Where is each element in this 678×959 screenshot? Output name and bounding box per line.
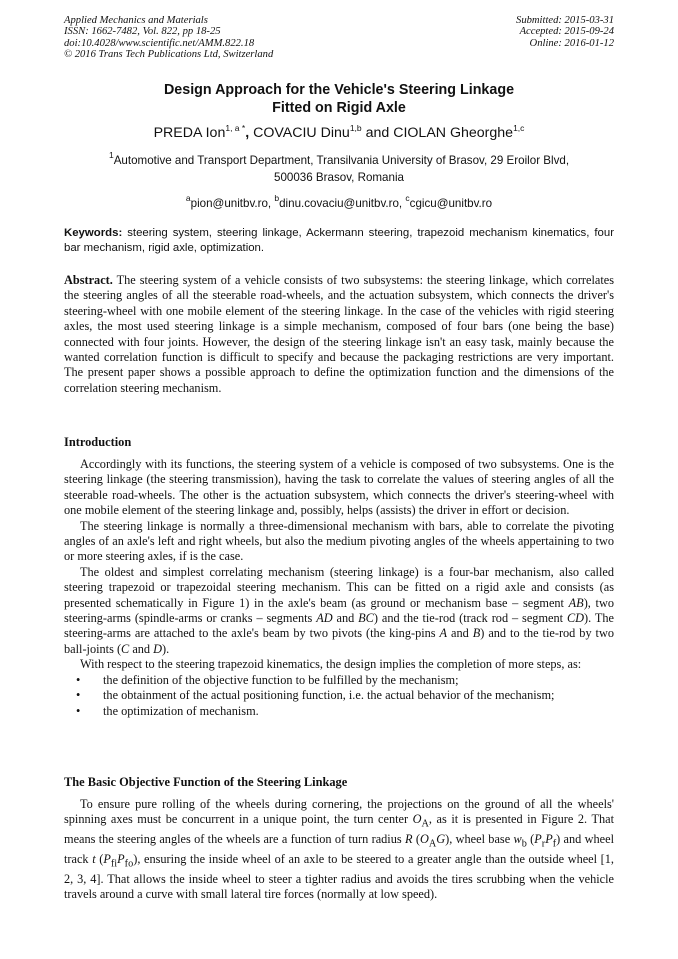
text-run: ), ensuring the inside wheel of an axle to be steered to a greater angle than the outside wheel [1, 2, 3, 4]. That allows the inside wheel to steer a tighter radius and avoids the tires scrubbing when the vehicle travels around a curve with small lateral tire forces (normally at low speed).: [64, 852, 615, 902]
introduction-body: [64, 457, 614, 719]
author-2-affiliation: 1,b: [349, 123, 362, 133]
text-run: and: [332, 611, 359, 626]
section-heading-introduction: Introduction: [64, 435, 132, 449]
email-mark-c: c: [405, 193, 410, 203]
basic-objective-body: [64, 797, 614, 903]
online-date: Online: 2016-01-12: [529, 37, 614, 49]
affiliation-mark: 1: [108, 150, 114, 160]
author-separator: and: [361, 125, 394, 141]
submitted-date: Submitted: 2015-03-31: [516, 15, 614, 26]
segment-label: CD: [566, 611, 585, 626]
keywords-text: steering system, steering linkage, Ackermann steering, trapezoid mechanism kinematics, four bar mechanism, rigid axle, optimization.: [64, 227, 614, 255]
math-subscript: A: [421, 818, 429, 830]
intro-paragraph-1: Accordingly with its functions, the steering system of a vehicle is composed of two subsystems. One is the steering linkage (the steering transmission), having the task to correlate the values of steering angles of all the steerable road-wheels. The other is the actuation subsystem, which connects the driver's steering-wheel with one mobile element of the steering linkage and, possibly, helps (assists) the driver in effort or decision.: [64, 457, 614, 518]
journal-issn: ISSN: 1662-7482, Vol. 822, pp 18-25: [64, 26, 221, 38]
title-line-2: Fitted on Rigid Axle: [272, 99, 406, 116]
math-subscript: b: [521, 838, 527, 850]
paper-title: [0, 82, 678, 117]
intro-paragraph-2: The steering linkage is normally a three-dimensional mechanism with bars, able to correlate the pivoting angles of an axle's left and right wheels, but also the medium pivoting angles of the wheels appertaining to two or more steering axles, if is the case.: [64, 518, 614, 564]
math-subscript: f: [552, 838, 557, 850]
math-symbol: P: [117, 852, 125, 867]
journal-info: [64, 15, 273, 60]
author-separator: ,: [245, 125, 254, 141]
basic-paragraph-1: [64, 797, 614, 903]
math-symbol: P: [545, 832, 553, 847]
text-run: and: [447, 626, 473, 641]
affiliation-line-2: 500036 Brasov, Romania: [274, 171, 404, 184]
math-symbol: w: [513, 832, 522, 847]
keywords-label: Keywords:: [64, 227, 123, 239]
math-symbol: G: [436, 832, 446, 847]
text-run: ).: [162, 641, 170, 656]
text-run: ). The steering-arms are attached to the axle's beam by two pivots (the king-pins: [64, 611, 614, 641]
text-run: (: [95, 852, 104, 867]
email-mark-a: a: [185, 193, 191, 203]
math-subscript: r: [541, 838, 546, 850]
author-list: [0, 123, 678, 141]
title-line-1: Design Approach for the Vehicle's Steering Linkage: [163, 82, 515, 98]
list-item-text: the obtainment of the actual positioning function, i.e. the actual behavior of the mechanism;: [103, 688, 555, 703]
math-symbol: R: [405, 832, 413, 847]
affiliation-line-1: [0, 150, 678, 167]
design-steps-list: [64, 673, 614, 719]
journal-doi: doi:10.4028/www.scientific.net/AMM.822.18: [64, 37, 255, 49]
segment-label: AB: [568, 595, 584, 610]
list-item-text: the definition of the objective function to be fulfilled by the mechanism;: [103, 672, 459, 687]
text-run: The oldest and simplest correlating mechanism (steering linkage) is a four-bar mechanism, also called steering trapezoid or trapezoidal steering mechanism. This can be fitted on a rigid axle and consists (as presented schematically in Figure 1) in the axle's beam (as ground or mechanism base – segment: [64, 564, 614, 610]
author-2: COVACIU Dinu: [253, 125, 350, 141]
intro-paragraph-3: [64, 565, 614, 657]
text-run: To ensure pure rolling of the wheels during cornering, the projections on the ground of all the wheels' spinning axes must be concurrent in a unique point, the turn center: [64, 797, 614, 827]
text-run: ) and to the tie-rod by two ball-joints (: [64, 626, 615, 656]
point-label: D: [153, 641, 163, 656]
text-run: (: [526, 832, 535, 847]
point-label: C: [121, 641, 130, 656]
accepted-date: Accepted: 2015-09-24: [519, 26, 614, 38]
list-item: [64, 704, 614, 719]
section-heading-basic-objective: The Basic Objective Function of the Steering Linkage: [64, 775, 348, 789]
abstract-text: The steering system of a vehicle consists of two subsystems: the steering linkage, which correlates the steering angles of all the steerable road-wheels, and the actuation subsystem, which connects the driver's steering-wheel with one mobile element of the steering linkage. In the case of the vehicles with rigid steering axles, the most used steering linkage is a simple mechanism, composed of four bars (one being the base) connected with four joints. However, the design of the steering linkage isn't an easy task, mainly because the wanted correlation function is difficult to specify and because the packaging restrictions are very important. The present paper shows a possible approach to define the optimization function and the dimensions of the correlation steering mechanism.: [64, 273, 614, 395]
bullet-icon: •: [76, 672, 81, 687]
math-subscript: fi: [110, 858, 118, 870]
submission-dates: [516, 15, 614, 49]
list-item-text: the optimization of mechanism.: [103, 703, 259, 718]
point-label: A: [439, 626, 448, 641]
email-a: pion@unitbv.ro,: [190, 197, 275, 210]
text-run: ), two steering-arms (spindle-arms or cranks – segments: [64, 595, 614, 626]
email-b: dinu.covaciu@unitbv.ro,: [279, 197, 406, 210]
abstract-label: Abstract.: [64, 273, 113, 287]
list-item: [64, 673, 614, 688]
intro-paragraph-4: With respect to the steering trapezoid kinematics, the design implies the completion of more steps, as:: [80, 657, 582, 672]
email-mark-b: b: [274, 193, 280, 203]
math-symbol: t: [92, 852, 96, 867]
bullet-icon: •: [76, 703, 81, 718]
math-symbol: P: [103, 852, 111, 867]
journal-copyright: © 2016 Trans Tech Publications Ltd, Switzerland: [64, 48, 274, 60]
email-c: cgicu@unitbv.ro: [409, 197, 493, 210]
point-label: B: [472, 626, 481, 641]
math-symbol: O: [412, 812, 422, 827]
author-emails: [0, 193, 678, 210]
affiliation-address: Automotive and Transport Department, Transilvania University of Brasov, 29 Eroilor Blvd,: [113, 154, 570, 167]
math-subscript: A: [428, 838, 437, 850]
abstract: [64, 273, 614, 396]
author-3-affiliation: 1,c: [513, 123, 525, 133]
text-run: , as it is presented in Figure 2. That means the steering angles of the wheels are a function of turn radius: [64, 812, 614, 847]
math-subscript: fo: [124, 858, 134, 870]
math-symbol: O: [419, 832, 429, 847]
text-run: ) and the tie-rod (track rod – segment: [373, 611, 567, 626]
text-run: ) and wheel track: [64, 832, 614, 867]
author-3: CIOLAN Gheorghe: [393, 125, 514, 141]
author-1-affiliation: 1, a *: [225, 123, 246, 133]
segment-label: BC: [358, 611, 374, 626]
segment-label: AD: [316, 611, 333, 626]
keywords: [64, 226, 614, 256]
text-run: ), wheel base: [445, 832, 514, 847]
journal-name: Applied Mechanics and Materials: [64, 15, 208, 26]
list-item: [64, 688, 614, 703]
author-1: PREDA Ion: [153, 125, 226, 141]
math-symbol: P: [534, 832, 542, 847]
bullet-icon: •: [76, 688, 81, 703]
text-run: (: [412, 832, 420, 847]
text-run: and: [129, 641, 154, 656]
